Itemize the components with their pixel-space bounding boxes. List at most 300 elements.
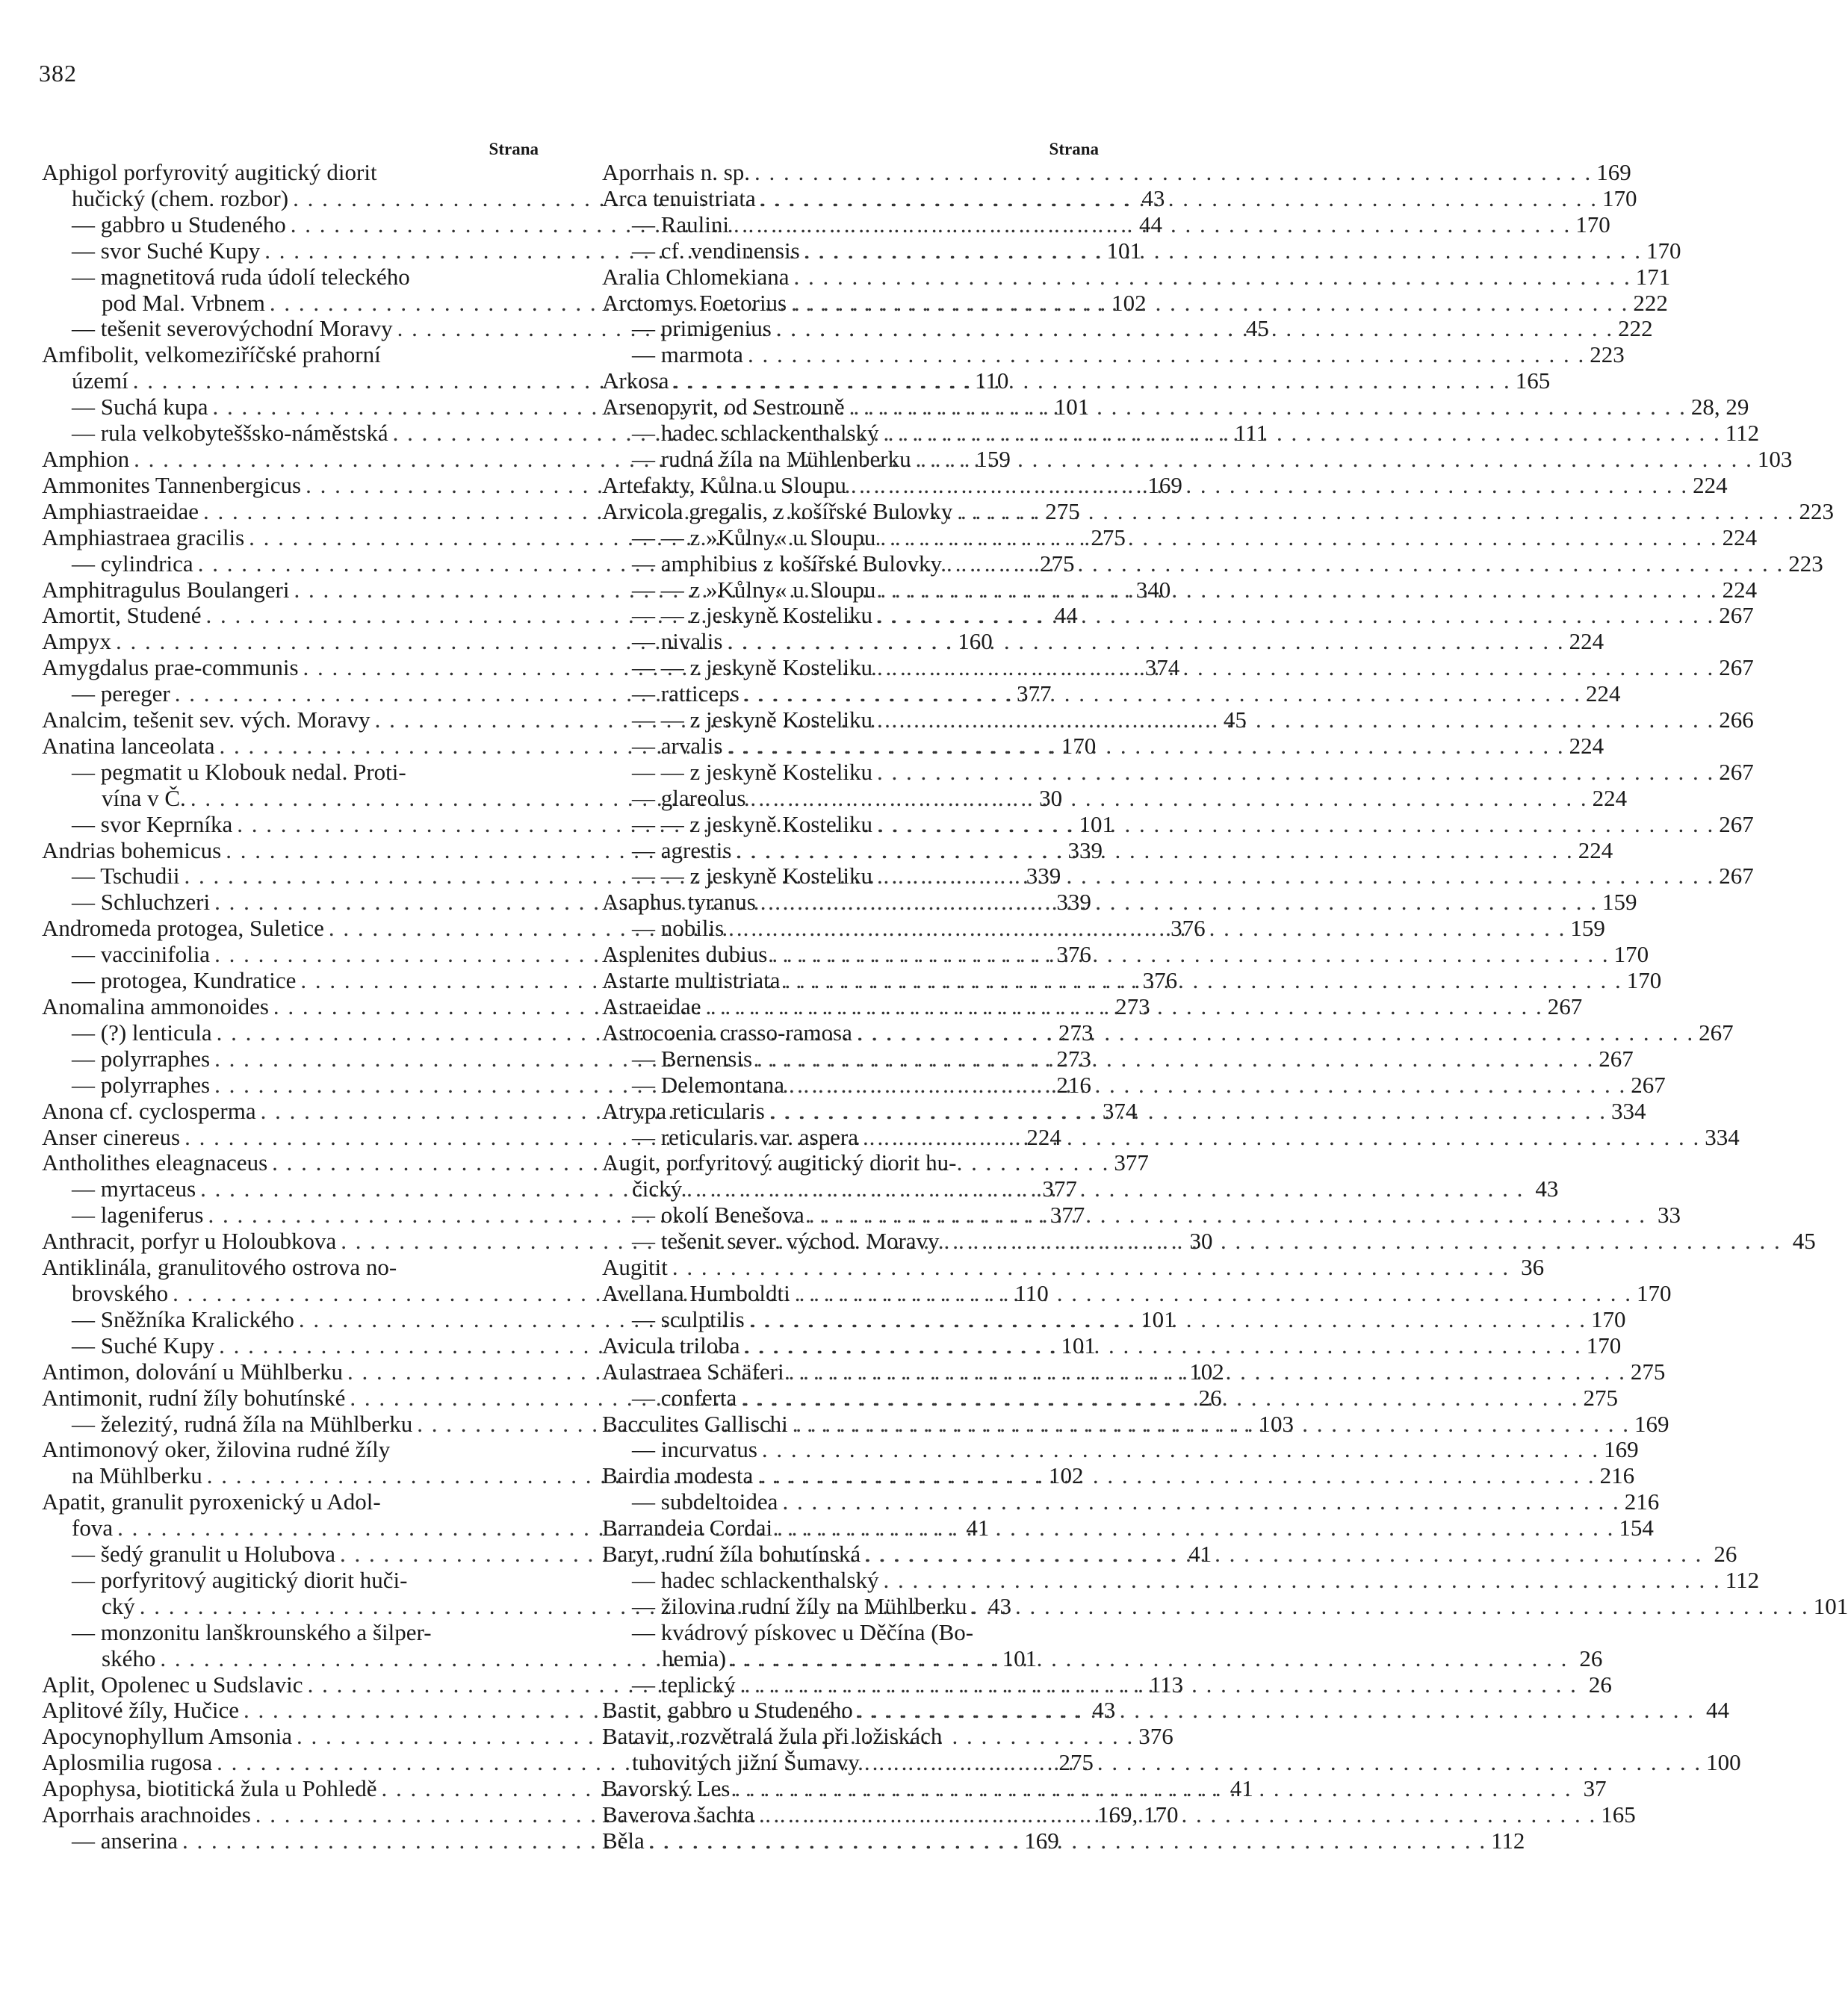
entry-term: — Schluchzeri <box>72 889 211 916</box>
entry-page-ref: 170 <box>1590 1305 1626 1332</box>
entry-term: Antimon, dolování u Mühlberku <box>42 1358 343 1385</box>
leader-dots <box>809 1202 1646 1229</box>
entry-page-ref: 101 <box>1002 1645 1038 1671</box>
leader-dots <box>760 186 1598 212</box>
column-header-strana: Strana <box>489 140 539 158</box>
index-entry <box>602 1515 1654 1541</box>
entry-page-ref: 170 <box>1636 1279 1672 1306</box>
entry-page-ref: 374 <box>1102 1097 1138 1124</box>
entry-line <box>632 758 1754 786</box>
index-entry <box>602 1436 1639 1463</box>
index-entry <box>602 550 1823 577</box>
entry-page-ref: 267 <box>1599 1045 1634 1072</box>
entry-page-ref: 170 <box>1602 184 1637 211</box>
index-entry <box>602 263 1671 291</box>
entry-term: Baverova šachta <box>602 1801 754 1828</box>
entry-term: — monzonitu lanškrounského a šilper- <box>72 1618 432 1645</box>
entry-page-ref: 45 <box>1223 707 1247 733</box>
entry-page-ref: 100 <box>1706 1749 1741 1776</box>
column-header-strana: Strana <box>1049 140 1099 158</box>
entry-term: — primigenius <box>632 315 772 342</box>
leader-dots <box>972 1594 1809 1620</box>
leader-dots <box>674 368 1511 394</box>
entry-page-ref: 102 <box>1049 1462 1084 1489</box>
entry-page-ref: 267 <box>1631 1071 1666 1098</box>
entry-page-ref: 340 <box>1135 576 1171 603</box>
entry-term: — hadec schlackenthalský <box>632 1566 879 1593</box>
entry-page-ref: 43 <box>988 1592 1012 1619</box>
leader-dots <box>804 238 1642 264</box>
index-entry <box>602 941 1649 968</box>
leader-dots <box>769 1099 1607 1125</box>
entry-term: — porfyritový augitický diorit huči- <box>72 1566 408 1593</box>
entry-line <box>602 159 1631 186</box>
entry-page-ref: 376 <box>1142 967 1178 994</box>
index-entry <box>602 1202 1681 1229</box>
entry-term: Amphiastraea gracilis <box>42 524 245 550</box>
entry-page-ref: 267 <box>1547 993 1583 1019</box>
entry-page-ref: 266 <box>1719 707 1754 733</box>
entry-page-ref: 275 <box>1039 550 1075 577</box>
entry-term-continuation: hemia) <box>662 1645 727 1671</box>
entry-line <box>632 341 1625 368</box>
entry-term: — lageniferus <box>72 1202 204 1229</box>
leader-dots <box>776 316 1613 342</box>
leader-dots <box>795 1281 1632 1307</box>
entry-page-ref: 44 <box>1138 211 1162 237</box>
entry-page-ref: 267 <box>1719 602 1754 629</box>
leader-dots <box>757 1046 1594 1072</box>
index-entry <box>602 1462 1635 1489</box>
entry-page-ref: 33 <box>1658 1202 1681 1229</box>
entry-page-ref: 41 <box>1188 1541 1212 1568</box>
leader-dots <box>789 1072 1626 1099</box>
entry-line <box>602 1828 1525 1854</box>
entry-term: Antimonový oker, žilovina rudné žíly <box>42 1436 391 1463</box>
entry-page-ref: 169 <box>1024 1828 1059 1854</box>
entry-term: — marmota <box>632 341 743 368</box>
leader-dots <box>858 1698 1695 1724</box>
leader-dots <box>762 1437 1599 1463</box>
leader-dots <box>741 1385 1578 1412</box>
entry-term: — Suché Kupy <box>72 1332 215 1359</box>
entry-term: Artefakty, Kůlna u Sloupu <box>602 471 846 498</box>
entry-line <box>632 445 1793 473</box>
entry-page-ref: 267 <box>1719 863 1754 889</box>
entry-term: Antholithes eleagnaceus <box>42 1149 268 1176</box>
entry-term: — — z »Kůlny« u Sloupu <box>632 576 876 603</box>
entry-page-ref: 110 <box>1014 1279 1049 1306</box>
entry-term: — magnetitová ruda údolí teleckého <box>72 263 410 290</box>
leader-dots <box>865 1541 1702 1568</box>
leader-dots <box>777 1515 1614 1541</box>
entry-term: Batavit, rozvětralá žula při ložiskách <box>602 1723 943 1750</box>
entry-term: Arca tenuistriata <box>602 184 756 211</box>
entry-term: Aporrhais n. sp. <box>602 159 751 185</box>
index-entry <box>602 784 1628 812</box>
entry-line <box>632 602 1754 629</box>
entry-term: — hadec schlackenthalský <box>632 420 879 447</box>
entry-page-ref: 44 <box>1054 602 1078 629</box>
entry-term: — cylindrica <box>72 550 193 577</box>
entry-term: — amphibius z košířské Bulovky <box>632 550 943 577</box>
index-entry <box>602 732 1604 760</box>
entry-page-ref: 224 <box>1026 1123 1061 1150</box>
leader-dots <box>946 551 1784 577</box>
leader-dots <box>734 1776 1572 1802</box>
entry-term: — nobilis <box>632 915 725 942</box>
leader-dots <box>706 994 1543 1020</box>
entry-page-ref: 374 <box>1144 654 1180 681</box>
leader-dots <box>916 447 1753 473</box>
entry-line <box>632 1592 1848 1620</box>
entry-term: Aporrhais arachnoides <box>42 1801 251 1828</box>
leader-dots <box>877 707 1714 733</box>
entry-term: — svor Suché Kupy <box>72 237 261 264</box>
leader-dots <box>754 160 1592 186</box>
leader-dots <box>877 603 1714 629</box>
leader-dots <box>649 1828 1486 1854</box>
leader-dots <box>727 629 1564 655</box>
leader-dots <box>748 342 1585 368</box>
entry-term: Anser cinereus <box>42 1123 181 1150</box>
entry-line <box>602 394 1749 420</box>
entry-line <box>602 1279 1672 1307</box>
entry-page-ref: 267 <box>1719 654 1754 681</box>
leader-dots <box>760 889 1598 916</box>
entry-line <box>602 941 1649 968</box>
leader-dots <box>727 733 1564 760</box>
entry-page-ref: 103 <box>1757 445 1793 472</box>
leader-dots <box>740 1672 1578 1698</box>
entry-page-ref: 170 <box>1061 732 1097 759</box>
entry-page-ref: 273 <box>1115 993 1150 1019</box>
entry-term: — tešenit sever. východ. Moravy <box>632 1228 940 1255</box>
leader-dots <box>877 655 1714 681</box>
entry-page-ref: 43 <box>1092 1697 1116 1724</box>
entry-page-ref: 28, 29 <box>1690 394 1749 420</box>
entry-page-ref: 216 <box>1624 1488 1660 1515</box>
entry-line <box>632 1566 1760 1594</box>
entry-term: — tešenit severovýchodní Moravy <box>72 315 393 342</box>
entry-page-ref: 101 <box>1079 810 1114 837</box>
entry-term: — arvalis <box>632 732 723 759</box>
entry-page-ref: 339 <box>1056 889 1091 916</box>
entry-page-ref: 169 <box>1604 1436 1639 1463</box>
entry-page-ref: 43 <box>1535 1176 1559 1202</box>
entry-page-ref: 170 <box>1586 1332 1622 1359</box>
entry-page-ref: 101 <box>1141 1305 1176 1332</box>
entry-line <box>602 1176 1559 1202</box>
entry-term: Avellana Humboldti <box>602 1279 790 1306</box>
entry-page-ref: 223 <box>1788 550 1823 577</box>
entry-line <box>632 784 1628 812</box>
entry-page-ref: 165 <box>1601 1801 1636 1828</box>
entry-line <box>632 1436 1639 1463</box>
leader-dots <box>672 1255 1510 1281</box>
entry-line <box>602 1332 1622 1359</box>
entry-term: — reticularis var. aspera <box>632 1123 858 1150</box>
entry-page-ref: 377 <box>1049 1202 1085 1229</box>
leader-dots <box>750 786 1587 812</box>
entry-page-ref: 159 <box>1602 889 1637 916</box>
entry-term: — incurvatus <box>632 1436 757 1463</box>
entry-page-ref: 216 <box>1056 1071 1091 1098</box>
index-entry <box>602 1279 1672 1307</box>
entry-term-continuation: na Mühlberku <box>72 1462 202 1489</box>
entry-term: Bavorský Les <box>602 1775 731 1802</box>
entry-term: — gabbro u Studeného <box>72 211 286 237</box>
leader-dots <box>877 812 1714 838</box>
entry-line <box>632 863 1754 889</box>
entry-page-ref: 43 <box>1141 184 1165 211</box>
entry-term: — — z jeskyně Kosteliku <box>632 810 873 837</box>
entry-page-ref: 36 <box>1521 1254 1545 1281</box>
entry-term: Anatina lanceolata <box>42 732 215 759</box>
entry-line <box>632 836 1613 864</box>
entry-line <box>632 680 1621 707</box>
entry-term: Aphigol porfyrovitý augitický diorit <box>42 159 377 185</box>
entry-term: Běla <box>602 1828 645 1854</box>
entry-line <box>602 367 1551 394</box>
entry-term: Atrypa reticularis <box>602 1097 765 1124</box>
entry-term: Astrocoenia crasso-ramosa <box>602 1019 852 1046</box>
entry-page-ref: 275 <box>1058 1749 1094 1776</box>
entry-term: Analcim, tešenit sev. vých. Moravy <box>42 707 370 733</box>
entry-term: — sculptilis <box>632 1305 745 1332</box>
entry-page-ref: 159 <box>1570 915 1605 942</box>
entry-line <box>632 1123 1740 1151</box>
leader-dots <box>880 525 1717 551</box>
entry-page-ref: 41 <box>1230 1775 1253 1802</box>
leader-dots <box>782 1489 1619 1515</box>
leader-dots <box>857 1020 1694 1046</box>
index-entry <box>602 836 1613 864</box>
entry-term: Amphion <box>42 445 130 472</box>
entry-term: Amortit, Studené <box>42 602 202 629</box>
entry-page-ref: 112 <box>1491 1828 1525 1854</box>
entry-page-ref: 275 <box>1630 1358 1666 1385</box>
entry-line <box>632 628 1604 655</box>
leader-dots <box>772 942 1609 968</box>
entry-term-continuation: vína v Č. <box>102 784 186 811</box>
index-entry <box>602 394 1749 420</box>
index-entry <box>602 889 1637 916</box>
entry-term: Anthracit, porfyr u Holoubkova <box>42 1228 337 1255</box>
entry-page-ref: 101 <box>1054 394 1090 420</box>
index-entry <box>602 1592 1848 1620</box>
entry-term: Bacculites Gallischi <box>602 1410 788 1437</box>
entry-page-ref: 273 <box>1056 1045 1091 1072</box>
index-entry <box>602 445 1793 473</box>
entry-line <box>602 889 1637 916</box>
entry-page-ref: 112 <box>1725 420 1760 447</box>
entry-line <box>602 263 1671 291</box>
entry-term: — žilovina rudní žíly na Mühlberku <box>632 1592 967 1619</box>
leader-dots <box>884 420 1721 447</box>
entry-term: Apocynophyllum Amsonia <box>42 1723 292 1750</box>
leader-dots <box>757 1463 1595 1489</box>
entry-page-ref: 102 <box>1111 289 1147 316</box>
entry-page-ref: 113 <box>1149 1671 1184 1698</box>
entry-page-ref: 222 <box>1618 315 1653 342</box>
entry-term: — myrtaceus <box>72 1176 196 1202</box>
entry-page-ref: 154 <box>1619 1515 1654 1541</box>
entry-page-ref: 376 <box>1170 915 1206 942</box>
leader-dots <box>880 577 1717 603</box>
entry-page-ref: 376 <box>1138 1723 1173 1750</box>
entry-line <box>632 1071 1666 1099</box>
entry-term: — svor Keprníka <box>72 810 233 837</box>
entry-term: Amphiastraeidae <box>42 497 199 524</box>
entry-page-ref: 103 <box>1259 1410 1294 1437</box>
leader-dots <box>728 916 1566 942</box>
entry-term: — šedý granulit u Holubova <box>72 1541 336 1568</box>
entry-term-continuation: hučický (chem. rozbor) <box>72 184 289 211</box>
entry-page-ref: 267 <box>1699 1019 1734 1046</box>
entry-page-ref: 169, 170 <box>1097 1801 1179 1828</box>
entry-term: — Tschudii <box>72 863 180 889</box>
index-entry <box>602 1254 1545 1281</box>
index-entry <box>602 1618 1603 1672</box>
entry-term: — subdeltoidea <box>632 1488 778 1515</box>
entry-page-ref: 110 <box>975 367 1009 394</box>
entry-page-ref: 170 <box>1646 237 1681 264</box>
entry-term: — — z jeskyně Kosteliku <box>632 863 873 889</box>
entry-page-ref: 169 <box>1147 471 1182 498</box>
leader-dots <box>957 499 1794 525</box>
entry-term: — železitý, rudná žíla na Mühlberku <box>72 1410 413 1437</box>
entry-page-ref: 267 <box>1719 810 1754 837</box>
entry-term: Amygdalus prae-communis <box>42 654 299 681</box>
entry-page-ref: 275 <box>1583 1384 1619 1411</box>
entry-term: Barrandeia Cordai <box>602 1515 773 1541</box>
entry-page-ref: 26 <box>1588 1671 1612 1698</box>
entry-page-ref: 169 <box>1596 159 1631 185</box>
entry-page-ref: 275 <box>1091 524 1126 550</box>
entry-term: — cf. vendinensis <box>632 237 800 264</box>
leader-dots <box>851 473 1688 499</box>
leader-dots <box>744 681 1581 707</box>
entry-term: — vaccinifolia <box>72 941 211 968</box>
entry-term: — Raulini <box>632 211 730 237</box>
entry-term-continuation: fova <box>72 1515 114 1541</box>
entry-page-ref: 102 <box>1189 1358 1224 1385</box>
entry-line <box>602 1254 1545 1281</box>
index-entry <box>602 159 1631 186</box>
page-number: 382 <box>39 60 77 87</box>
entry-term: — teplický <box>632 1671 736 1698</box>
entry-page-ref: 377 <box>1114 1149 1149 1176</box>
entry-term: Astraeidae <box>602 993 701 1019</box>
entry-term: Augit, porfyritový augitický diorit hu- <box>602 1149 957 1176</box>
entry-page-ref: 26 <box>1714 1541 1737 1568</box>
entry-term: — polyrraphes <box>72 1071 211 1098</box>
entry-term: Anomalina ammonoides <box>42 993 269 1019</box>
entry-line <box>632 1202 1681 1229</box>
entry-term: Aulastraea Schäferi <box>602 1358 784 1385</box>
entry-page-ref: 101 <box>1061 1332 1096 1359</box>
entry-page-ref: 377 <box>1042 1176 1077 1202</box>
entry-term: — — z jeskyně Kosteliku <box>632 654 873 681</box>
entry-page-ref: 160 <box>958 628 993 655</box>
entry-page-ref: 45 <box>1245 315 1269 342</box>
entry-page-ref: 45 <box>1792 1228 1816 1255</box>
entry-line <box>602 1462 1635 1489</box>
leader-dots <box>749 1307 1587 1333</box>
index-entry <box>602 1045 1634 1072</box>
entry-term: — pereger <box>72 680 170 707</box>
entry-page-ref: 224 <box>1569 628 1604 655</box>
entry-page-ref: 37 <box>1583 1775 1607 1802</box>
entry-term: — Delemontana <box>632 1071 785 1098</box>
entry-term: — — z jeskyně Kosteliku <box>632 707 873 733</box>
entry-term: — — z jeskyně Kosteliku <box>632 758 873 785</box>
index-entry <box>602 758 1754 786</box>
entry-term: Avicula triloba <box>602 1332 740 1359</box>
entry-term: Antimonit, rudní žíly bohutínské <box>42 1384 346 1411</box>
entry-term: Aplit, Opolenec u Sudslavic <box>42 1671 303 1698</box>
entry-term: Anona cf. cyclosperma <box>42 1097 256 1124</box>
entry-term: Aralia Chlomekiana <box>602 263 790 290</box>
entry-page-ref: 334 <box>1705 1123 1740 1150</box>
index-entry <box>602 810 1754 838</box>
entry-term: — glareolus <box>632 784 746 811</box>
entry-page-ref: 111 <box>1234 420 1268 447</box>
leader-dots <box>791 291 1628 317</box>
entry-term: Amfibolit, velkomeziříčské prahorní <box>42 341 381 368</box>
entry-term: Aplosmilia rugosa <box>42 1749 213 1776</box>
index-entry <box>602 1828 1525 1854</box>
entry-page-ref: 170 <box>1575 211 1610 237</box>
leader-dots <box>863 1125 1700 1151</box>
entry-page-ref: 224 <box>1586 680 1621 707</box>
entry-term: Ammonites Tannenbergicus <box>42 471 302 498</box>
entry-term-continuation: pod Mal. Vrbnem <box>102 289 265 316</box>
leader-dots <box>849 394 1687 420</box>
entry-page-ref: 41 <box>966 1515 990 1541</box>
entry-line <box>632 1645 1603 1672</box>
entry-term: Asplenites dubius <box>602 941 768 968</box>
index-entry <box>602 1071 1666 1099</box>
entry-page-ref: 170 <box>1626 967 1662 994</box>
entry-term: Amphitragulus Boulangeri <box>42 576 290 603</box>
entry-page-ref: 267 <box>1719 758 1754 785</box>
entry-term: Arkosa <box>602 367 669 394</box>
entry-term: Aplitové žíly, Hučice <box>42 1697 239 1724</box>
entry-page-ref: 26 <box>1579 1645 1603 1671</box>
entry-term: Antiklinála, granulitového ostrova no- <box>42 1254 397 1281</box>
entry-term: — agrestis <box>632 836 732 863</box>
index-entry <box>602 602 1754 629</box>
entry-page-ref: 223 <box>1799 497 1834 524</box>
entry-term: — Bernensis <box>632 1045 753 1072</box>
entry-term-continuation: cký <box>102 1592 135 1619</box>
leader-dots <box>734 212 1571 238</box>
entry-term: Augitit <box>602 1254 668 1281</box>
entry-page-ref: 275 <box>1045 497 1080 524</box>
entry-page-ref: 222 <box>1633 289 1668 316</box>
leader-dots <box>736 838 1573 864</box>
entry-page-ref: 101 <box>1813 1592 1848 1619</box>
entry-page-ref: 216 <box>1599 1462 1635 1489</box>
index-entry <box>602 1566 1760 1594</box>
entry-page-ref: 376 <box>1056 941 1091 968</box>
entry-page-ref: 224 <box>1578 836 1613 863</box>
entry-term: Arsenopyrit, od Sestrouně <box>602 394 845 420</box>
entry-line <box>602 1515 1654 1541</box>
entry-term: — kvádrový pískovec u Děčína (Bo- <box>632 1618 974 1645</box>
